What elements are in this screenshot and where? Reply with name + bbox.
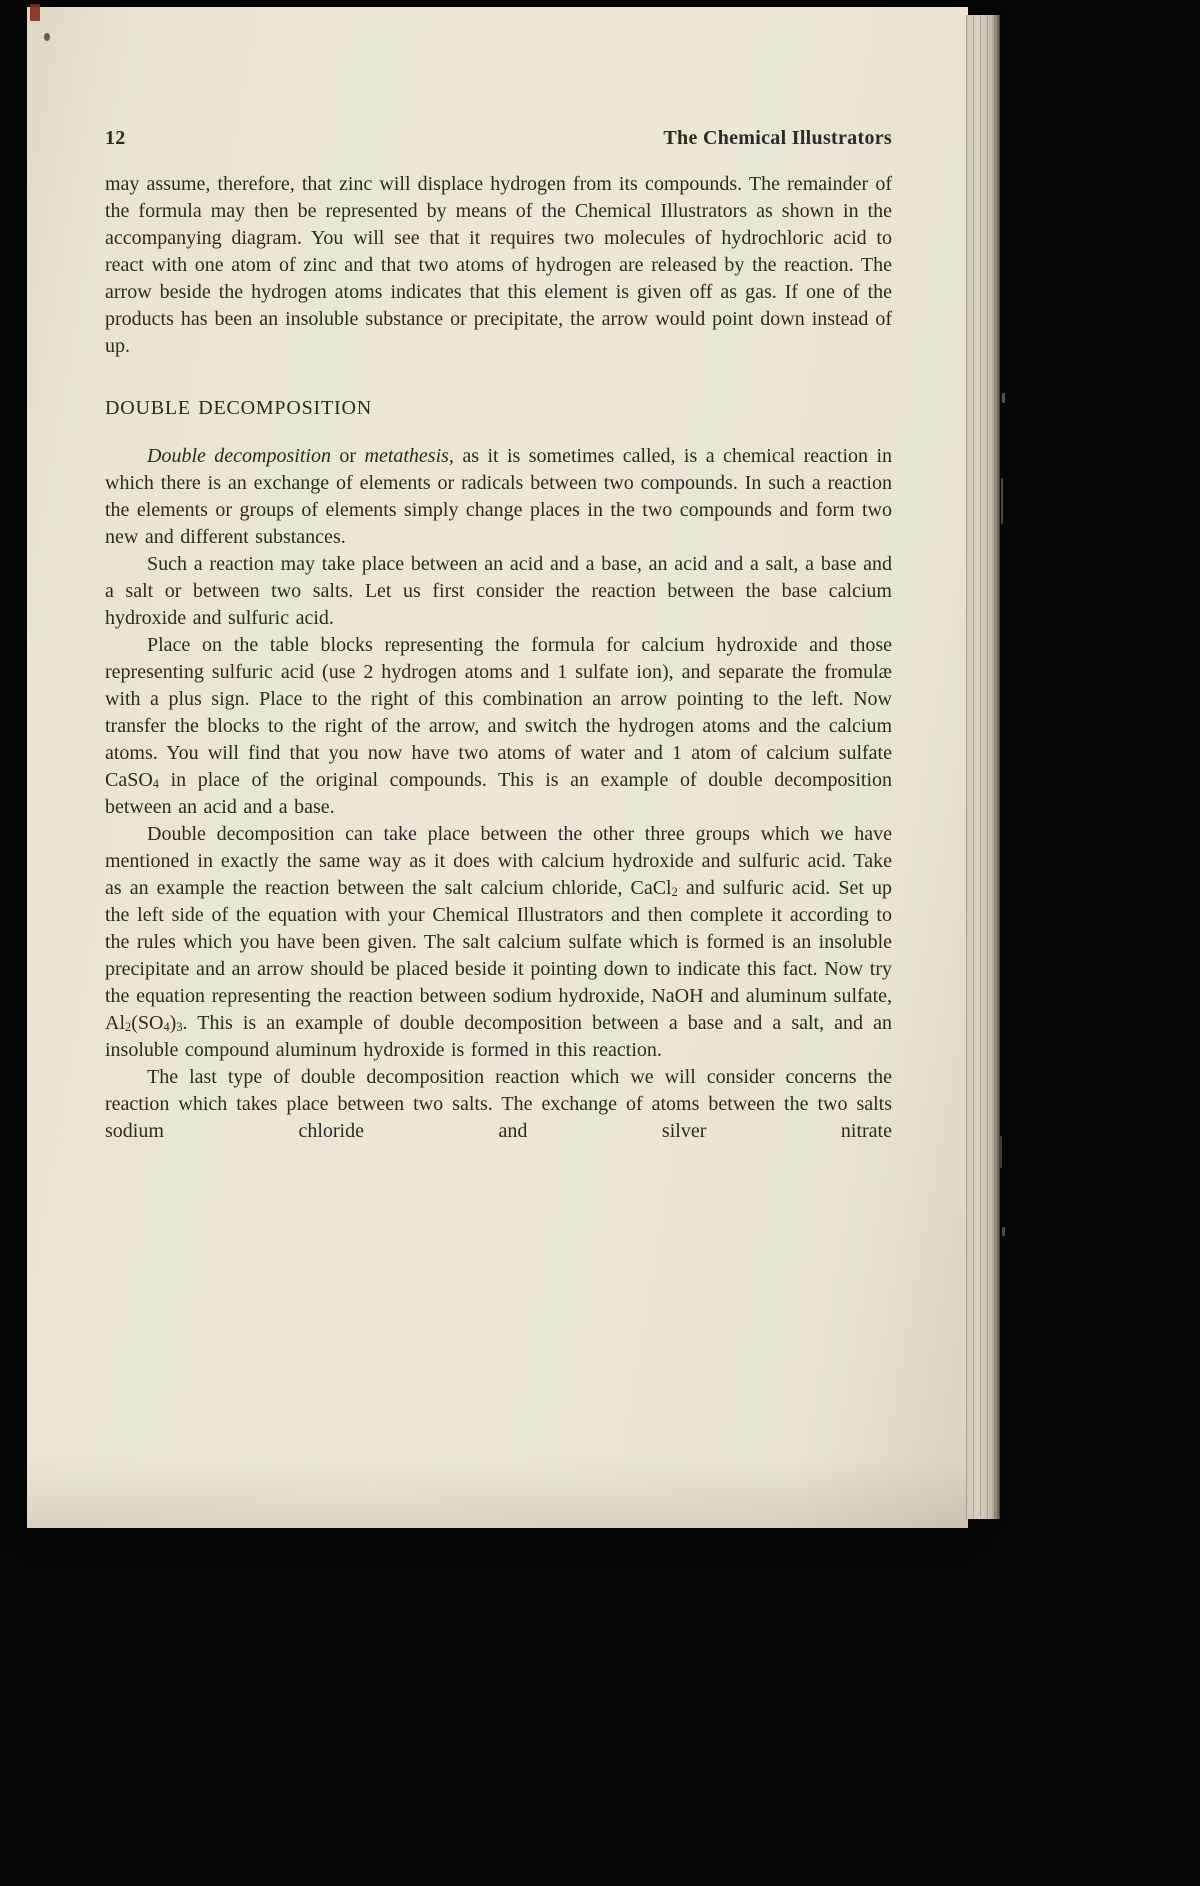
text-segment: 3 [176,1020,183,1035]
text-segment: Double decomposition [147,445,331,467]
section-heading: DOUBLE DECOMPOSITION [105,397,372,419]
page-content [27,7,968,1528]
text-segment: Place on the table blocks representing the formula for calcium hydroxide and those representing sulfuric acid (use 2 hydrogen atoms and 1 sulfate ion), and separate the fromulæ with a plus sign. Place to the right of this combination an arrow pointing to the left. Now transfer the blocks to the right of the arrow, and switch the hydrogen atoms and the calcium atoms. You will find that you now have two atoms of water and 1 atom of calcium sulfate CaSO [105,634,892,791]
text-segment: Double decomposition can take place between the other three groups which we have mentioned in exactly the same way as it does with calcium hydroxide and sulfuric acid. Take as an example the reaction between the salt calcium chloride, CaCl [105,823,892,899]
scan-artifact [1001,478,1003,524]
scan-artifact [1000,1136,1002,1168]
running-header: The Chemical Illustrators [663,127,892,149]
text-segment: ) [169,1012,177,1034]
paragraph [105,821,892,1064]
book-page-edges [966,15,1000,1519]
text-segment: The last type of double decomposition reaction which we will consider concerns the reaction which takes place between two salts. The exchange of atoms between the two salts sodium chloride and silver nitrate [105,1066,892,1142]
page-body [105,171,892,1145]
text-segment: 2 [125,1020,132,1035]
paragraph [105,551,892,632]
page-number: 12 [105,127,126,149]
scan-artifact [1002,393,1005,403]
text-segment: may assume, therefore, that zinc will displace hydrogen from its compounds. The remainder of the formula may then be represented by means of the Chemical Illustrators as shown in the accompanying diagram. You will see that it requires two molecules of hydrochloric acid to react with one atom of zinc and that two atoms of hydrogen are released by the reaction. The arrow beside the hydrogen atoms indicates that this element is given off as gas. If one of the products has been an insoluble substance or precipitate, the arrow would point down instead of up. [105,173,892,357]
text-segment: as it is sometimes called, is a chemical reaction in which there is an exchange of elements or radicals between two compounds. In such a reaction the elements or groups of elements simply change places in the two compounds and form two new and different substances. [105,445,893,548]
text-segment: 4 [152,777,159,792]
text-segment: . This is an example of double decomposition between a base and a salt, and an insoluble compound aluminum hydroxide is formed in this reaction. [105,1012,892,1061]
scan-artifact [1002,1227,1005,1236]
book-page [27,7,968,1528]
text-segment: 2 [671,885,678,900]
text-segment: (SO [131,1012,164,1034]
intro-paragraph-container [105,171,892,360]
text-segment: or [330,445,365,467]
scan-artifact-speck [44,33,50,41]
paragraph [105,1064,892,1145]
text-segment: in place of the original compounds. This is an example of double decomposition between an acid and a base. [105,769,892,818]
text-segment: Such a reaction may take place between an acid and a base, an acid and a salt, a base and a salt or between two salts. Let us first consider the reaction between the base calcium hydroxide and sulfuric acid. [105,553,892,629]
page-header [105,127,892,150]
paragraph [105,171,892,360]
text-segment: 4 [163,1020,170,1035]
text-segment: and sulfuric acid. Set up the left side of the equation with your Chemical Illustrators and then complete it according to the rules which you have been given. The salt calcium sulfate which is formed is an insoluble precipitate and an arrow should be placed beside it pointing down to indicate this fact. Now try the equation representing the reaction between sodium hydroxide, NaOH and aluminum sulfate, Al [105,877,892,1034]
scan-artifact-red-mark [30,4,40,21]
paragraph [105,443,892,551]
paragraph [105,632,892,821]
text-segment: metathesis, [364,445,454,467]
section-paragraphs-container [105,443,892,1145]
